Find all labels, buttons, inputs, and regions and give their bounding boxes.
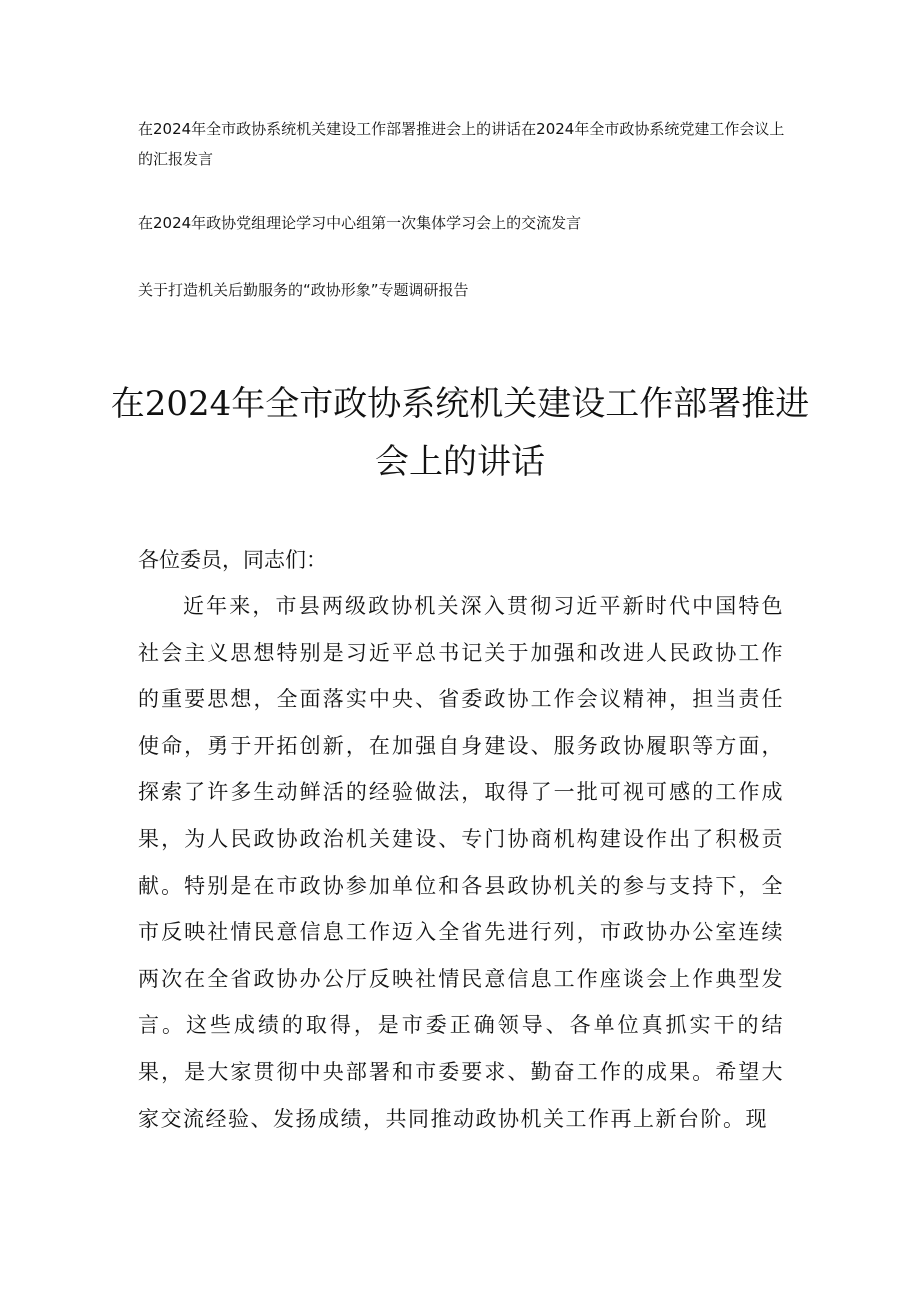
salutation: 各位委员，同志们： — [138, 548, 327, 572]
document-title: 在2024年全市政协系统机关建设工作部署推进会上的讲话 — [110, 384, 810, 482]
toc-item-2[interactable]: 在2024年政协党组理论学习中心组第一次集体学习会上的交流发言 — [138, 214, 582, 232]
toc-item-1[interactable]: 在2024年全市政协系统机关建设工作部署推进会上的讲话在2024年全市政协系统党建工作会议上的汇报发言 — [138, 120, 785, 168]
body-paragraph: 近年来，市县两级政协机关深入贯彻习近平新时代中国特色社会主义思想特别是习近平总书记关于加强和改进人民政协工作的重要思想，全面落实中央、省委政协工作会议精神，担当责任使命，勇于开拓创新，在加强自身建设、服务政协履职等方面，探索了许多生动鲜活的经验做法，取得了一批可视可感的工作成果，为人民政协政治机关建设、专门协商机构建设作出了积极贡献。特别是在市政协参加单位和各县政协机关的参与支持下，全市反映社情民意信息工作迈入全省先进行列，市政协办公室连续两次在全省政协办公厅反映社情民意信息工作座谈会上作典型发言。这些成绩的取得，是市委正确领导、各单位真抓实干的结果，是大家贯彻中央部署和市委要求、勤奋工作的成果。希望大家交流经验、发扬成绩，共同推动政协机关工作再上新台阶。现 — [138, 594, 784, 1131]
toc-item-3[interactable]: 关于打造机关后勤服务的“政协形象”专题调研报告 — [138, 281, 469, 299]
